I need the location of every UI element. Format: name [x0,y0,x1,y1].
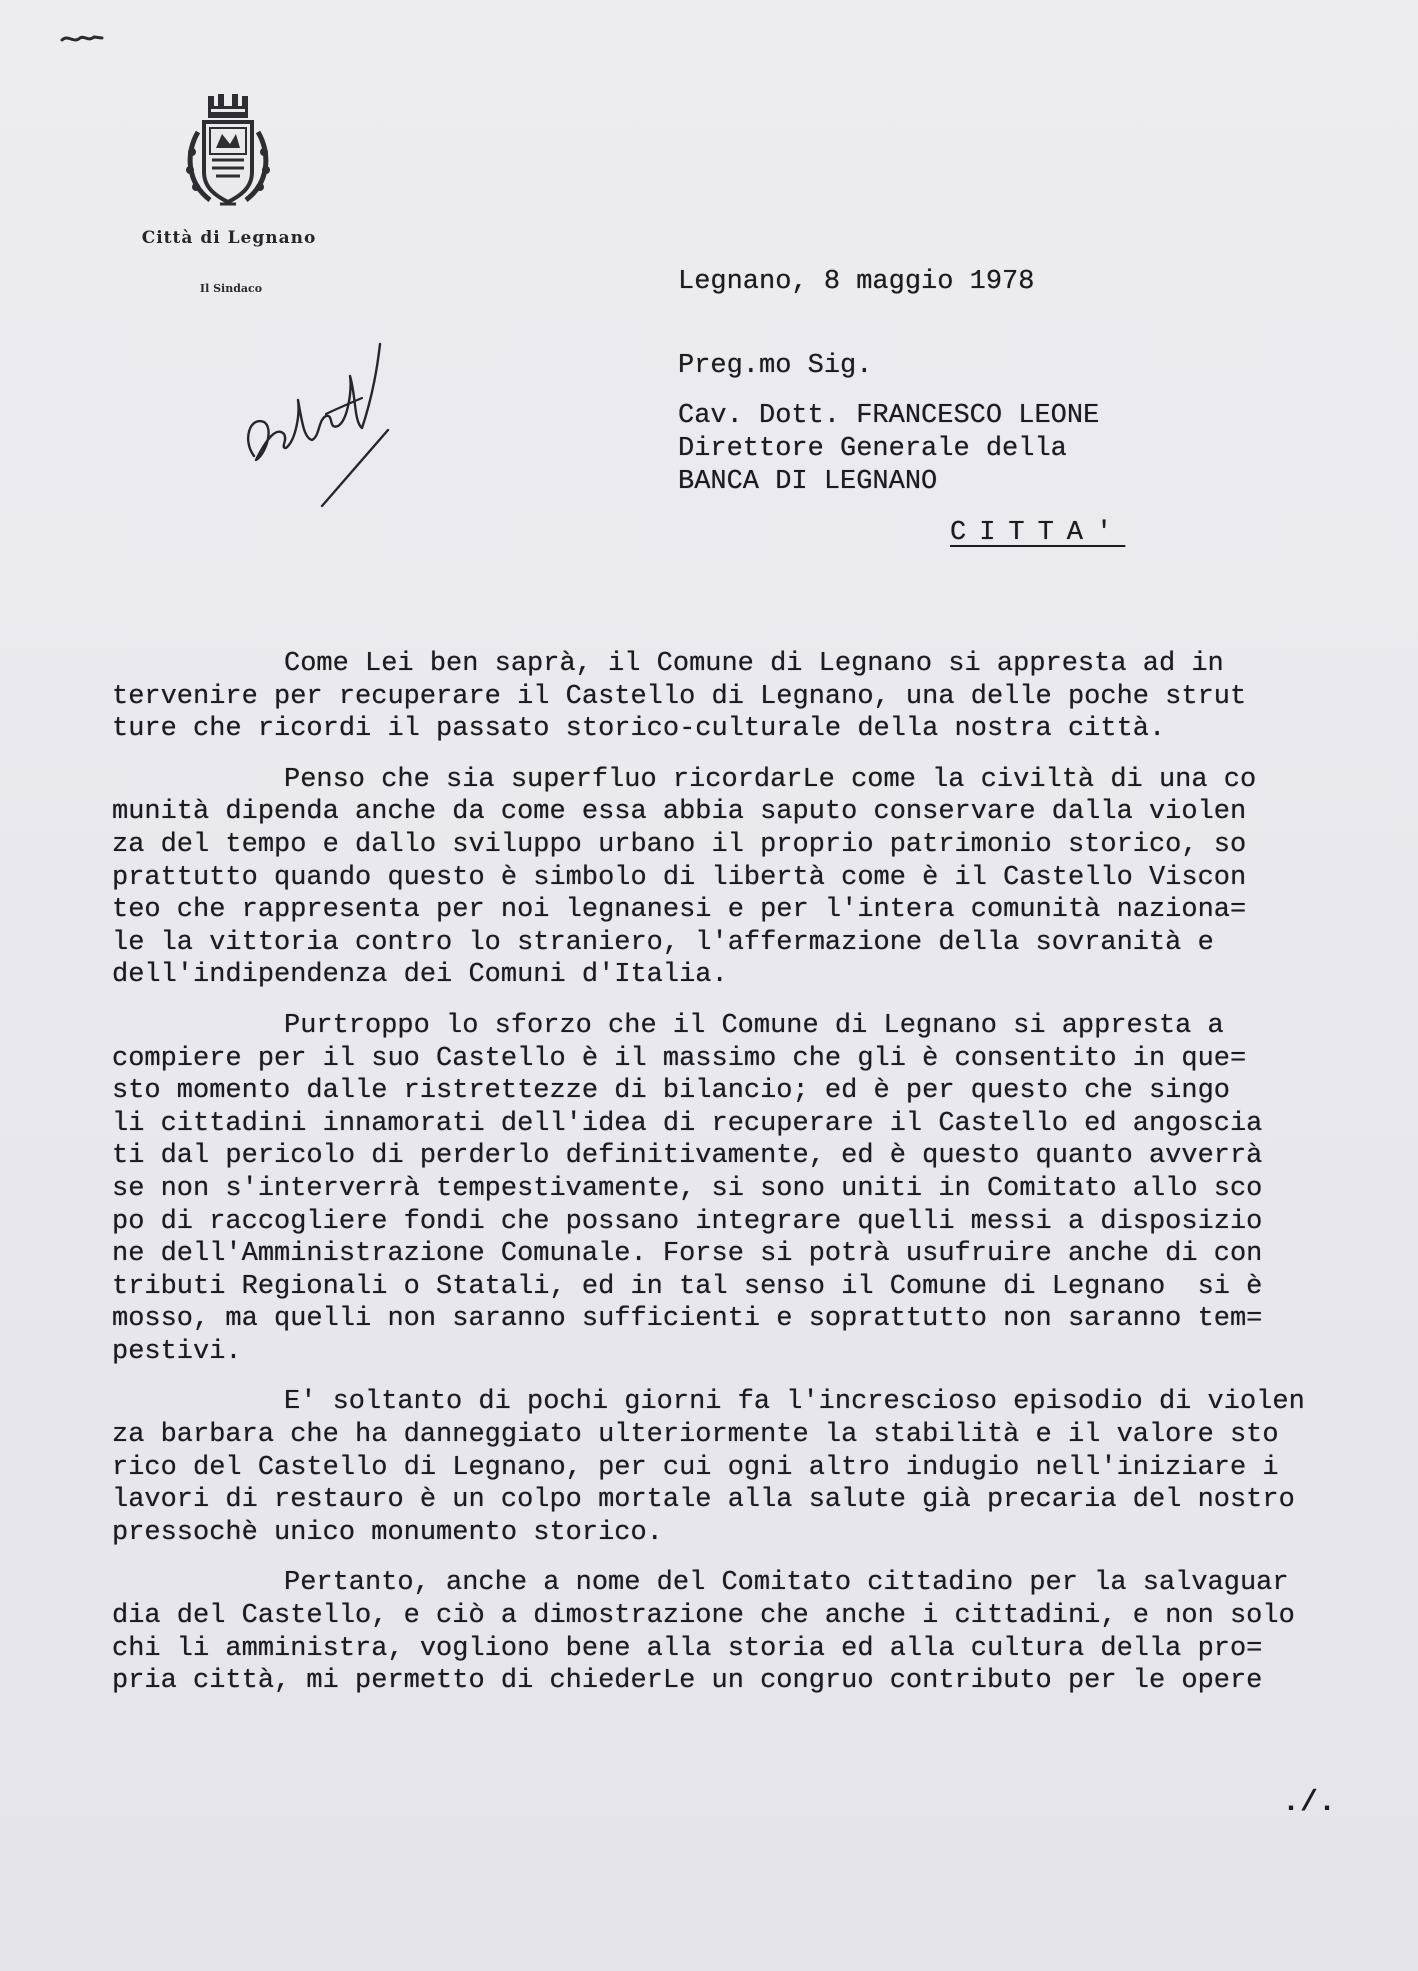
paragraph-5 [112,1567,1362,1697]
body-line: pria città, mi permetto di chiederLe un congruo contributo per le opere [112,1666,1263,1697]
body-line: ti dal pericolo di perderlo definitivamente, ed è questo quanto avverrà [112,1141,1263,1172]
body-line: Pertanto, anche a nome del Comitato cittadino per la salvaguar [284,1568,1289,1599]
body-line: Penso che sia superfluo ricordarLe come la civiltà di una co [284,764,1257,795]
body-line: za del tempo e dallo sviluppo urbano il proprio patrimonio storico, so [112,829,1247,860]
body-line: ture che ricordi il passato storico-culturale della nostra città. [112,714,1166,745]
body-line: se non s'interverrà tempestivamente, si sono uniti in Comitato allo sco [112,1173,1263,1204]
continuation-mark: ./. [1282,1786,1337,1820]
body-line: pestivi. [112,1336,242,1367]
letterhead-office: Il Sindaco [199,282,263,295]
body-line: pressochè unico monumento storico. [112,1517,663,1548]
paragraph-1 [112,648,1362,746]
handwritten-initials-icon [230,330,400,520]
letter-body [112,648,1362,1716]
body-line: compiere per il suo Castello è il massimo che gli è consentito in que= [112,1043,1247,1074]
body-line: Come Lei ben saprà, il Comune di Legnano si appresta ad in [284,649,1224,679]
recipient-city: CITTA' [950,518,1126,548]
municipal-crest-icon [180,92,276,214]
body-line: teo che rappresenta per noi legnanesi e per l'intera comunità naziona= [112,895,1247,926]
body-line: dia del Castello, e ciò a dimostrazione che anche i cittadini, e non solo [112,1601,1295,1632]
paragraph-4 [112,1386,1362,1549]
body-line: le la vittoria contro lo straniero, l'affermazione della sovranità e [112,927,1214,958]
body-line: dell'indipendenza dei Comuni d'Italia. [112,960,728,991]
body-line: munità dipenda anche da come essa abbia saputo conservare dalla violen [112,797,1247,828]
recipient-organization: BANCA DI LEGNANO [678,467,938,497]
letter-date: Legnano, 8 maggio 1978 [678,267,1035,297]
body-line: po di raccogliere fondi che possano integrare quelli messi a disposizio [112,1206,1263,1237]
recipient-title: Direttore Generale della [678,434,1067,464]
body-line: lavori di restauro è un colpo mortale alla salute già precaria del nostro [112,1485,1295,1516]
body-line: E' soltanto di pochi giorni fa l'increscioso episodio di violen [284,1387,1305,1418]
recipient-name: Cav. Dott. FRANCESCO LEONE [678,401,1100,431]
body-line: tributi Regionali o Statali, ed in tal senso il Comune di Legnano si è [112,1271,1263,1302]
paragraph-3 [112,1010,1362,1369]
body-line: mosso, ma quelli non saranno sufficienti e soprattutto non saranno tem= [112,1304,1263,1335]
letterhead-city: Città di Legnano [141,228,317,248]
body-line: sto momento dalle ristrettezze di bilancio; ed è per questo che singo [112,1076,1230,1107]
body-line: li cittadini innamorati dell'idea di recuperare il Castello ed angoscia [112,1108,1263,1139]
body-line: prattutto quando questo è simbolo di libertà come è il Castello Viscon [112,862,1247,893]
body-line: ne dell'Amministrazione Comunale. Forse si potrà usufruire anche di con [112,1239,1263,1270]
body-line: za barbara che ha danneggiato ulteriormente la stabilità e il valore sto [112,1420,1279,1451]
paragraph-2 [112,764,1362,992]
body-line: rico del Castello di Legnano, per cui ogni altro indugio nell'iniziare i [112,1452,1279,1483]
body-line: Purtroppo lo sforzo che il Comune di Legnano si appresta a [284,1010,1224,1041]
body-line: chi li amministra, vogliono bene alla storia ed alla cultura della pro= [112,1633,1263,1664]
recipient-salutation: Preg.mo Sig. [678,351,873,381]
body-line: tervenire per recuperare il Castello di Legnano, una delle poche strut [112,681,1247,712]
ink-mark-icon [58,30,108,46]
